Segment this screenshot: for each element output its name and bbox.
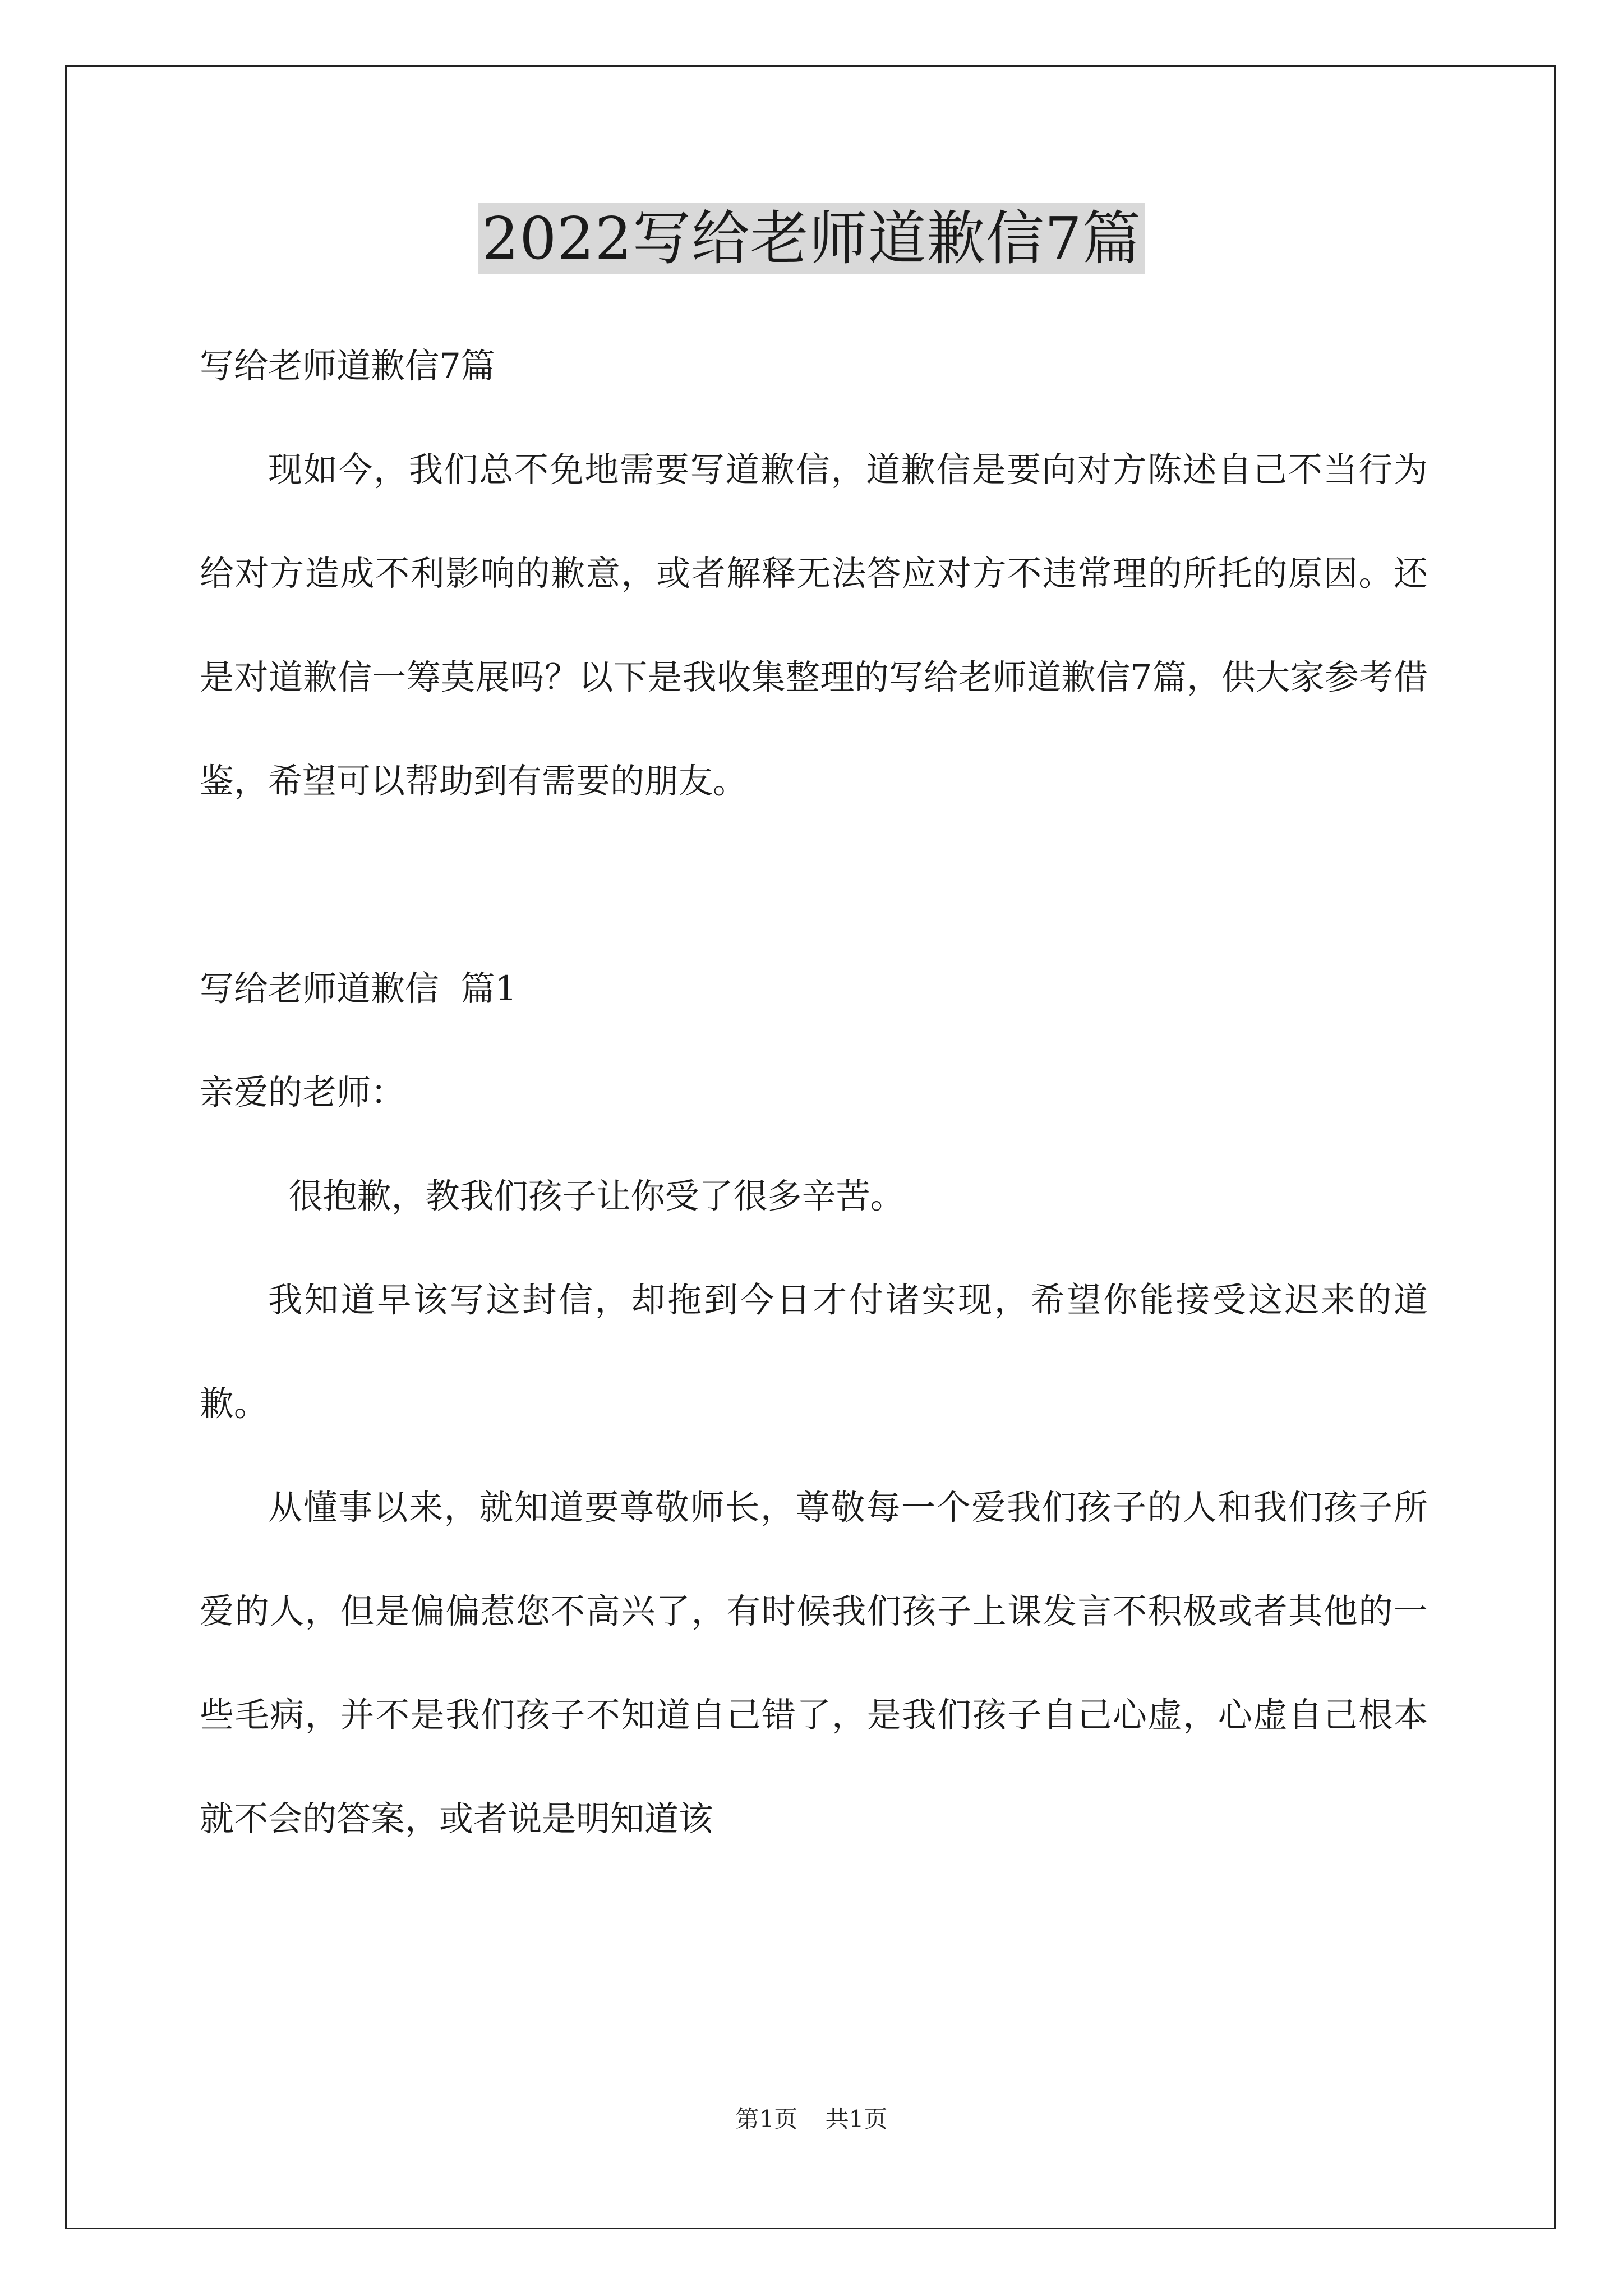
letter-paragraph: 从懂事以来，就知道要尊敬师长，尊敬每一个爱我们孩子的人和我们孩子所爱的人，但是偏偏惹您不高兴了，有时候我们孩子上课发言不积极或者其他的一些毛病，并不是我们孩子不知道自己错了，是我们孩子自己心虚，心虚自己根本就不会的答案，或者说是明知道该 (200, 1488, 1428, 1839)
page-number: 第1页 (735, 2105, 798, 2133)
document-body (200, 314, 1428, 1871)
page-footer (0, 2102, 1623, 2136)
letter-paragraph: 很抱歉，教我们孩子让你受了很多辛苦。 (288, 1176, 905, 1216)
document-title (0, 203, 1623, 274)
page-total: 共1页 (825, 2105, 888, 2133)
document-title-text: 2022写给老师道歉信7篇 (478, 203, 1145, 274)
salutation: 亲爱的老师： (200, 1073, 405, 1112)
section-heading: 写给老师道歉信 篇1 (200, 969, 517, 1009)
letter-paragraph: 我知道早该写这封信，却拖到今日才付诸实现，希望你能接受这迟来的道歉。 (200, 1280, 1428, 1424)
intro-paragraph: 现如今，我们总不免地需要写道歉信，道歉信是要向对方陈述自己不当行为给对方造成不利影响的歉意，或者解释无法答应对方不违常理的所托的原因。还是对道歉信一筹莫展吗？以下是我收集整理的写给老师道歉信7篇，供大家参考借鉴，希望可以帮助到有需要的朋友。 (200, 450, 1428, 801)
document-subtitle: 写给老师道歉信7篇 (200, 346, 495, 386)
spacer (200, 833, 1428, 937)
